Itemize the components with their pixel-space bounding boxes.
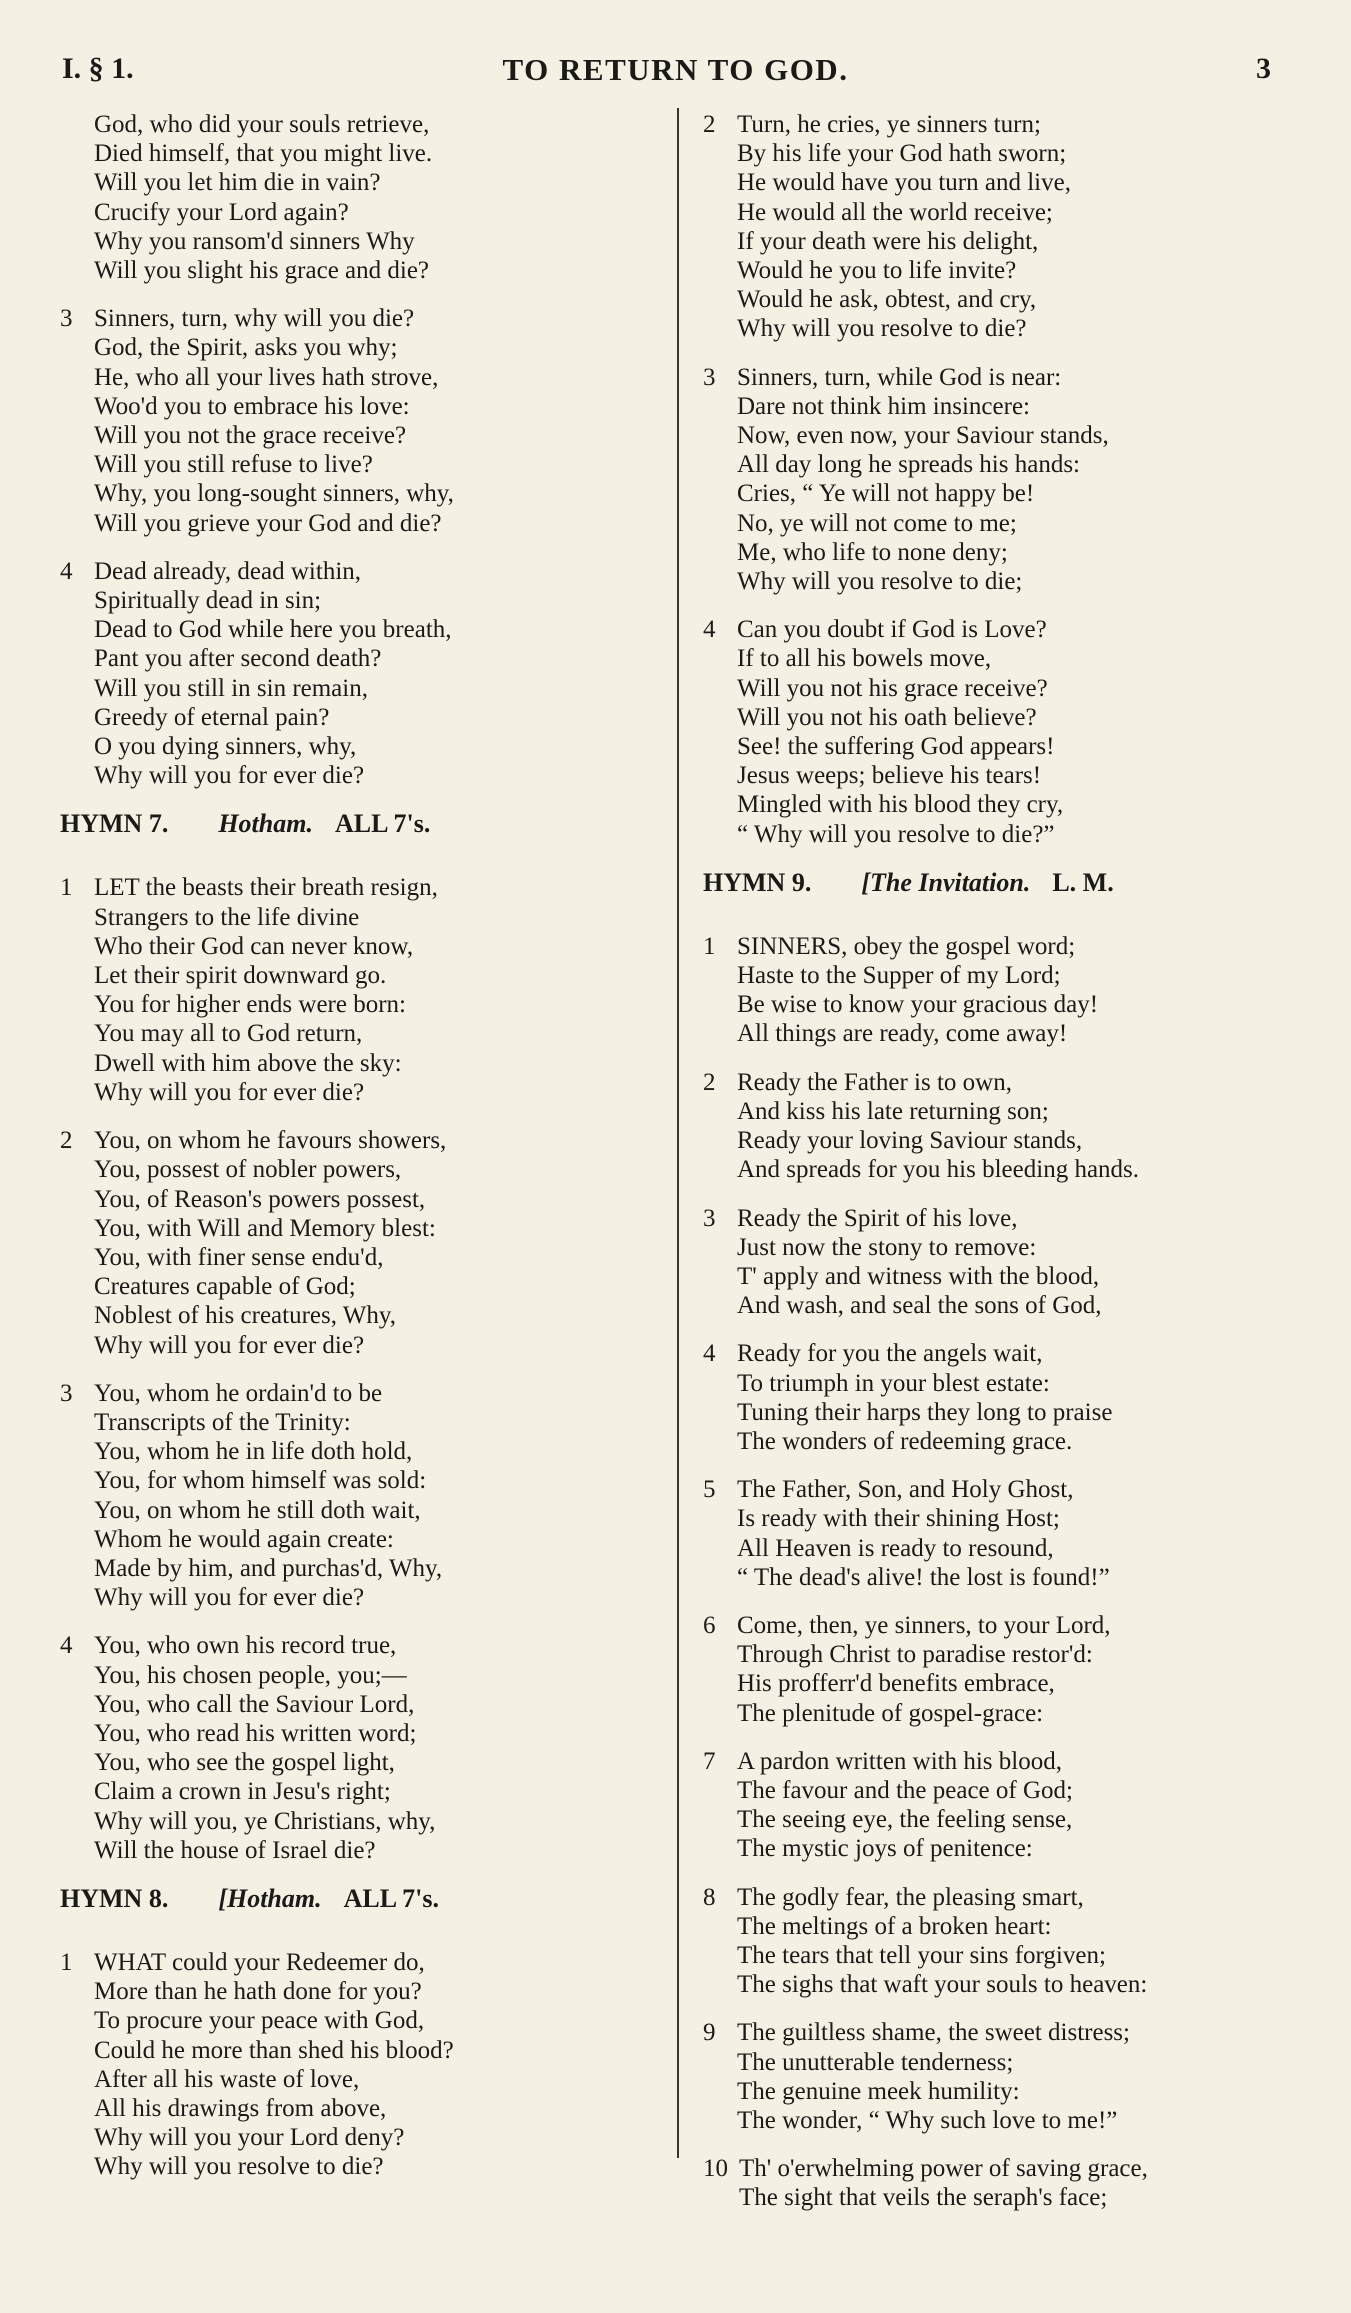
verse-line: Dead already, dead within, [94, 557, 362, 585]
stanza [703, 2018, 1313, 2135]
stanza [60, 1631, 660, 1865]
verse-line: Why, you long-sought sinners, why, [94, 480, 454, 508]
stanza [703, 1883, 1313, 2000]
verse-line: The sight that veils the seraph's face; [739, 2184, 1108, 2212]
verse-line: Sinners, turn, while God is near: [737, 363, 1062, 391]
stanza-number: 4 [703, 1340, 716, 1368]
verse-line: Creatures capable of God; [94, 1273, 356, 1301]
verse-line: Will you still refuse to live? [94, 451, 373, 479]
verse-line: You, whom he ordain'd to be [94, 1379, 383, 1407]
verse-line: Will you not the grace receive? [94, 422, 407, 450]
running-head [0, 52, 1351, 92]
stanza-number: 2 [703, 111, 716, 138]
verse-line: SINNERS, obey the gospel word; [737, 932, 1076, 960]
verse-line: Made by him, and purchas'd, Why, [94, 1554, 443, 1582]
verse-line: All day long he spreads his hands: [737, 451, 1081, 479]
stanza [60, 1948, 660, 2182]
verse-line: Who their God can never know, [94, 932, 414, 960]
hymn-heading [60, 809, 660, 839]
verse-line: You, on whom he still doth wait, [94, 1496, 421, 1524]
stanza-number: 2 [60, 1127, 73, 1155]
verse-line: Spiritually dead in sin; [94, 587, 322, 615]
verse-line: See! the suffering God appears! [737, 733, 1055, 761]
stanza [703, 110, 1313, 344]
verse-line: His profferr'd benefits embrace, [737, 1670, 1055, 1698]
stanza [60, 557, 660, 791]
hymn-number: HYMN 8. [60, 1883, 169, 1913]
column-divider [677, 108, 679, 2158]
verse-line: All Heaven is ready to resound, [737, 1534, 1054, 1562]
hymn-tune: [Hotham. [218, 1883, 322, 1913]
verse-line: Why will you for ever die? [94, 762, 365, 790]
verse-line: “ Why will you resolve to die?” [737, 820, 1055, 848]
verse-line: Turn, he cries, ye sinners turn; [737, 111, 1041, 138]
verse-line: The meltings of a broken heart: [737, 1912, 1052, 1940]
verse-line: You, for whom himself was sold: [94, 1467, 427, 1495]
hymn-meter: L. M. [1052, 867, 1114, 897]
verse-line: Whom he would again create: [94, 1525, 394, 1553]
stanza [703, 1068, 1313, 1185]
verse-line: The plenitude of gospel-grace: [737, 1699, 1044, 1727]
verse-line: Why will you for ever die? [94, 1331, 365, 1359]
hymn-number: HYMN 9. [703, 867, 812, 897]
verse-line: Sinners, turn, why will you die? [94, 305, 415, 333]
verse-line: God, the Spirit, asks you why; [94, 334, 398, 362]
verse-line: And spreads for you his bleeding hands. [737, 1156, 1140, 1184]
verse-line: Why you ransom'd sinners Why [94, 227, 415, 255]
verse-line: Will you let him die in vain? [94, 169, 381, 197]
verse-line: Why will you resolve to die? [94, 2153, 384, 2181]
verse-line: He would have you turn and live, [737, 169, 1071, 197]
stanza-number: 8 [703, 1883, 716, 1911]
verse-line: By his life your God hath sworn; [737, 140, 1067, 168]
verse-line: You, whom he in life doth hold, [94, 1438, 413, 1466]
verse-line: After all his waste of love, [94, 2065, 360, 2093]
verse-line: You, his chosen people, you;— [94, 1661, 407, 1689]
verse-line: The guiltless shame, the sweet distress; [737, 2019, 1130, 2047]
verse-line: Noblest of his creatures, Why, [94, 1302, 397, 1330]
verse-line: He, who all your lives hath strove, [94, 363, 439, 391]
verse-line: If to all his bowels move, [737, 645, 992, 673]
verse-line: He would all the world receive; [737, 198, 1053, 226]
verse-line: Me, who life to none deny; [737, 538, 1008, 566]
verse-line: Claim a crown in Jesu's right; [94, 1778, 391, 1806]
verse-line: Come, then, ye sinners, to your Lord, [737, 1611, 1111, 1639]
right-column [703, 110, 1313, 2232]
verse-line: Through Christ to paradise restor'd: [737, 1641, 1093, 1669]
verse-line: More than he hath done for you? [94, 1978, 422, 2006]
verse-line: Woo'd you to embrace his love: [94, 392, 410, 420]
verse-line: You, who own his record true, [94, 1632, 397, 1660]
verse-line: Tuning their harps they long to praise [737, 1398, 1113, 1426]
verse-line: Why will you for ever die? [94, 1584, 365, 1612]
stanza [703, 932, 1313, 1049]
stanza [703, 1339, 1313, 1456]
verse-line: To triumph in your blest estate: [737, 1369, 1050, 1397]
verse-line: Dare not think him insincere: [737, 392, 1030, 420]
stanza-number: 6 [703, 1611, 716, 1639]
verse-line: You, possest of nobler powers, [94, 1156, 402, 1184]
verse-line: Th' o'erwhelming power of saving grace, [739, 2155, 1148, 2183]
verse-line: Why will you resolve to die; [737, 568, 1023, 596]
verse-line: Will the house of Israel die? [94, 1836, 376, 1864]
verse-line: The sighs that waft your souls to heaven: [737, 1971, 1148, 1999]
verse-line: Crucify your Lord again? [94, 198, 349, 226]
stanza [60, 1379, 660, 1613]
verse-line: T' apply and witness with the blood, [737, 1262, 1100, 1290]
verse-line: The godly fear, the pleasing smart, [737, 1883, 1084, 1911]
stanza-number: 3 [703, 1204, 716, 1232]
stanza-number: 3 [60, 305, 73, 333]
verse-line: Would he ask, obtest, and cry, [737, 286, 1037, 314]
verse-line: Be wise to know your gracious day! [737, 991, 1099, 1019]
stanza [60, 110, 660, 285]
verse-line: Why will you for ever die? [94, 1078, 365, 1106]
verse-line: If your death were his delight, [737, 227, 1039, 255]
verse-line: Why will you resolve to die? [737, 315, 1027, 343]
verse-line: And wash, and seal the sons of God, [737, 1292, 1102, 1320]
stanza [703, 1747, 1313, 1864]
hymn-heading [703, 868, 1313, 898]
verse-line: All his drawings from above, [94, 2094, 387, 2122]
verse-line: You, who read his written word; [94, 1719, 417, 1747]
verse-line: The mystic joys of penitence: [737, 1835, 1033, 1863]
verse-line: Ready for you the angels wait, [737, 1340, 1043, 1368]
stanza-number: 3 [60, 1379, 73, 1407]
verse-line: Just now the stony to remove: [737, 1233, 1037, 1261]
verse-line: “ The dead's alive! the lost is found!” [737, 1563, 1110, 1591]
verse-line: Ready the Spirit of his love, [737, 1204, 1018, 1232]
left-column [60, 110, 660, 2201]
stanza [703, 615, 1313, 849]
verse-line: Pant you after second death? [94, 645, 382, 673]
stanza-number: 4 [60, 1632, 73, 1660]
verse-line: O you dying sinners, why, [94, 733, 357, 761]
verse-line: The genuine meek humility: [737, 2077, 1020, 2105]
verse-line: Strangers to the life divine [94, 903, 360, 931]
verse-line: Let their spirit downward go. [94, 962, 387, 990]
verse-line: You, on whom he favours showers, [94, 1127, 447, 1155]
verse-line: All things are ready, come away! [737, 1020, 1068, 1048]
verse-line: You, of Reason's powers possest, [94, 1185, 426, 1213]
verse-line: The Father, Son, and Holy Ghost, [737, 1476, 1074, 1504]
hymn-number: HYMN 7. [60, 809, 169, 839]
stanza-number: 2 [703, 1068, 716, 1096]
stanza-number: 1 [60, 874, 73, 902]
verse-line: Would he you to life invite? [737, 257, 1017, 285]
verse-line: Will you slight his grace and die? [94, 257, 430, 285]
page-number: 3 [1256, 52, 1271, 85]
verse-line: You may all to God return, [94, 1020, 363, 1048]
verse-line: The unutterable tenderness; [737, 2048, 1014, 2076]
verse-line: To procure your peace with God, [94, 2007, 425, 2035]
verse-line: Will you still in sin remain, [94, 674, 368, 702]
stanza-number: 1 [60, 1948, 73, 1976]
hymn-tune: Hotham. [218, 809, 313, 839]
verse-line: You, who see the gospel light, [94, 1749, 395, 1777]
verse-line: LET the beasts their breath resign, [94, 874, 438, 902]
stanza-number: 7 [703, 1747, 716, 1775]
stanza-number: 5 [703, 1476, 716, 1504]
verse-line: Dead to God while here you breath, [94, 616, 452, 644]
stanza-number: 1 [703, 932, 716, 960]
stanza [703, 1204, 1313, 1321]
verse-line: The tears that tell your sins forgiven; [737, 1941, 1106, 1969]
verse-line: Will you grieve your God and die? [94, 509, 442, 537]
verse-line: Will you not his oath believe? [737, 703, 1037, 731]
stanza [60, 304, 660, 538]
verse-line: And kiss his late returning son; [737, 1097, 1049, 1125]
verse-line: Why will you your Lord deny? [94, 2124, 405, 2152]
verse-line: Is ready with their shining Host; [737, 1505, 1060, 1533]
verse-line: You for higher ends were born: [94, 991, 406, 1019]
hymn-heading [60, 1884, 660, 1914]
verse-line: Died himself, that you might live. [94, 140, 433, 168]
stanza [703, 1475, 1313, 1592]
stanza [60, 873, 660, 1107]
verse-line: The wonders of redeeming grace. [737, 1427, 1073, 1455]
verse-line: You, with Will and Memory blest: [94, 1214, 436, 1242]
stanza [703, 1611, 1313, 1728]
hymn-meter: ALL 7's. [343, 1883, 439, 1913]
verse-line: Now, even now, your Saviour stands, [737, 422, 1109, 450]
verse-line: Transcripts of the Trinity: [94, 1408, 351, 1436]
verse-line: Can you doubt if God is Love? [737, 616, 1047, 644]
stanza [703, 363, 1313, 597]
verse-line: Mingled with his blood they cry, [737, 791, 1064, 819]
verse-line: You, with finer sense endu'd, [94, 1243, 384, 1271]
hymn-tune: [The Invitation. [861, 867, 1031, 897]
verse-line: No, ye will not come to me; [737, 509, 1017, 537]
stanza [703, 2154, 1313, 2212]
stanza-number: 10 [703, 2155, 728, 2183]
verse-line: Ready the Father is to own, [737, 1068, 1012, 1096]
stanza-number: 4 [703, 616, 716, 644]
stanza-number: 4 [60, 557, 73, 585]
verse-line: A pardon written with his blood, [737, 1747, 1062, 1775]
verse-line: The seeing eye, the feeling sense, [737, 1806, 1073, 1834]
verse-line: Why will you, ye Christians, why, [94, 1807, 436, 1835]
verse-line: Dwell with him above the sky: [94, 1049, 402, 1077]
verse-line: You, who call the Saviour Lord, [94, 1690, 415, 1718]
verse-line: The wonder, “ Why such love to me!” [737, 2106, 1118, 2134]
verse-line: The favour and the peace of God; [737, 1776, 1073, 1804]
stanza [60, 1126, 660, 1360]
verse-line: Ready your loving Saviour stands, [737, 1127, 1083, 1155]
stanza-number: 3 [703, 363, 716, 391]
stanza-number: 9 [703, 2019, 716, 2047]
verse-line: Cries, “ Ye will not happy be! [737, 480, 1035, 508]
page-title: TO RETURN TO GOD. [502, 52, 849, 87]
verse-line: WHAT could your Redeemer do, [94, 1948, 425, 1976]
verse-line: Could he more than shed his blood? [94, 2036, 454, 2064]
section-marker: I. § 1. [62, 52, 134, 85]
hymn-meter: ALL 7's. [334, 809, 431, 839]
verse-line: Haste to the Supper of my Lord; [737, 962, 1061, 990]
verse-line: God, who did your souls retrieve, [94, 111, 430, 138]
verse-line: Greedy of eternal pain? [94, 703, 330, 731]
verse-line: Jesus weeps; believe his tears! [737, 762, 1042, 790]
verse-line: Will you not his grace receive? [737, 674, 1048, 702]
